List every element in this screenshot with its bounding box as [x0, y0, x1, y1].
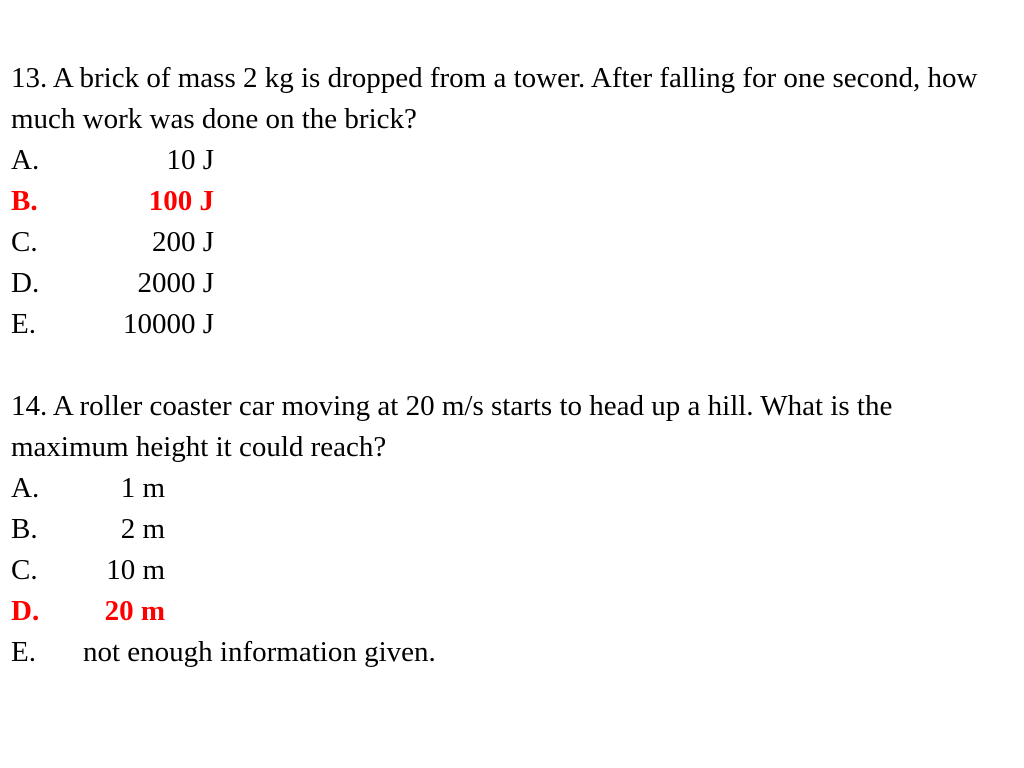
option-value: 100 J — [148, 185, 214, 217]
option-value: 200 J — [151, 226, 214, 258]
question-14-option-a — [11, 468, 1011, 509]
question-14-option-b — [11, 509, 1011, 550]
option-letter: C. — [11, 554, 38, 586]
question-14 — [11, 386, 1011, 673]
question-14-option-d-correct — [11, 591, 1011, 632]
question-14-text: 14. A roller coaster car moving at 20 m/s starts to head up a hill. What is the maximum height it could reach? — [11, 390, 893, 463]
question-13-option-a — [11, 140, 1011, 181]
question-13-option-e — [11, 304, 1011, 345]
option-value: not enough information given. — [83, 636, 436, 668]
question-13-option-d — [11, 263, 1011, 304]
question-spacer — [11, 345, 1011, 386]
slide-content — [11, 58, 1011, 673]
option-value: 1 m — [120, 472, 165, 504]
option-value: 20 m — [104, 595, 165, 627]
option-letter: B. — [11, 513, 38, 545]
option-letter: A. — [11, 144, 40, 176]
option-value: 2000 J — [137, 267, 214, 299]
question-13-option-c — [11, 222, 1011, 263]
option-letter: C. — [11, 226, 38, 258]
option-letter: E. — [11, 308, 36, 340]
question-14-option-c — [11, 550, 1011, 591]
option-value: 2 m — [120, 513, 165, 545]
option-letter: B. — [11, 185, 38, 217]
question-13-text: 13. A brick of mass 2 kg is dropped from a tower. After falling for one second, how much work was done on the brick? — [11, 62, 978, 135]
question-13-option-b-correct — [11, 181, 1011, 222]
option-letter: E. — [11, 636, 36, 668]
option-letter: D. — [11, 267, 40, 299]
option-letter: D. — [11, 595, 40, 627]
option-value: 10000 J — [122, 308, 214, 340]
option-value: 10 J — [166, 144, 214, 176]
question-13 — [11, 58, 1011, 345]
question-14-option-e — [11, 632, 1011, 673]
option-value: 10 m — [106, 554, 165, 586]
option-letter: A. — [11, 472, 40, 504]
